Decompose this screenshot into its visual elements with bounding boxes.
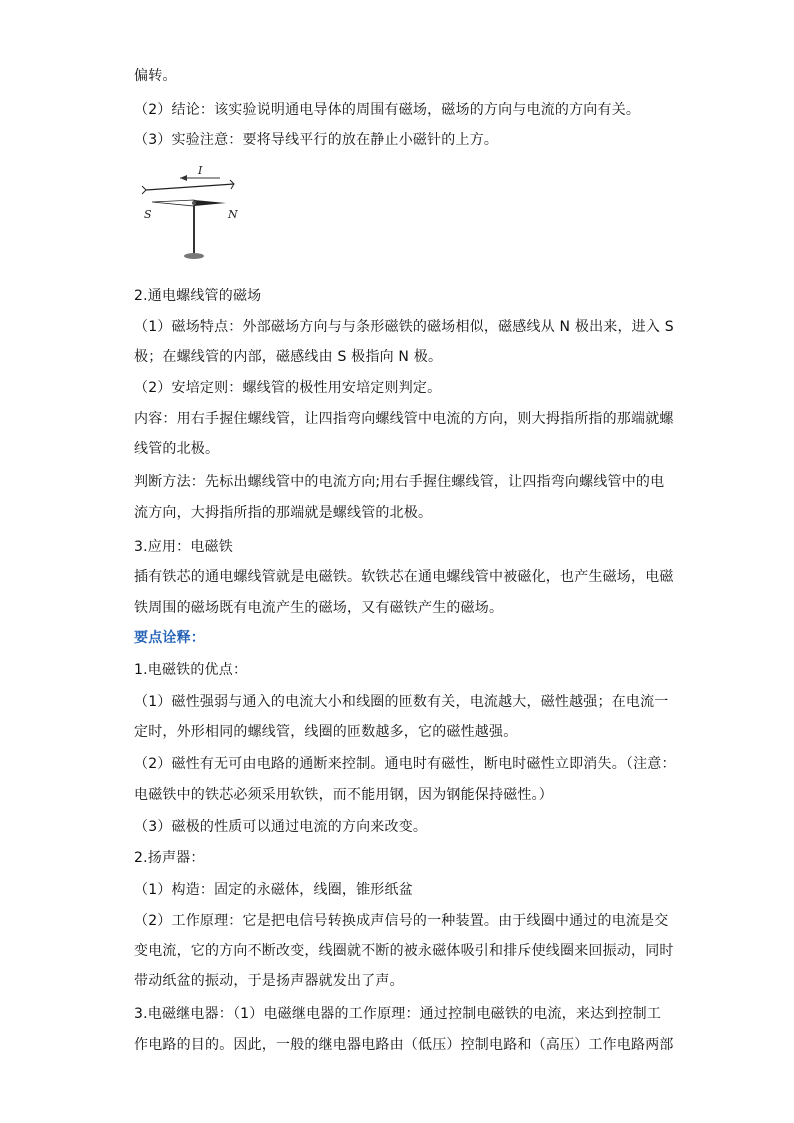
text-line: 极；在螺线管的内部，磁感线由 S 极指向 N 极。 (134, 349, 443, 365)
text-line: 铁周围的磁场既有电流产生的磁场，又有磁铁产生的磁场。 (134, 600, 504, 616)
needle-pivot (192, 201, 196, 205)
text-line: 3.应用：电磁铁 (134, 539, 233, 555)
compass-needle-figure (138, 166, 266, 266)
text-line: 电磁铁中的铁芯必须采用软铁，而不能用钢，因为钢能保持磁性。） (134, 787, 553, 803)
text-line: 带动纸盆的振动，于是扬声器就发出了声。 (134, 973, 404, 989)
text-line: 2.通电螺线管的磁场 (134, 288, 262, 304)
section-heading: 要点诠释： (134, 630, 205, 646)
needle-south (152, 200, 194, 206)
south-label: S (144, 208, 152, 221)
text-line: 流方向，大拇指所指的那端就是螺线管的北极。 (134, 505, 433, 521)
stand-base (184, 253, 204, 259)
text-line: 判断方法：先标出螺线管中的电流方向;用右手握住螺线管，让四指弯向螺线管中的电 (134, 474, 665, 490)
text-line: 1.电磁铁的优点： (134, 662, 248, 678)
text-line: 作电路的目的。因此，一般的继电器电路由（低压）控制电路和（高压）工作电路两部 (134, 1037, 674, 1053)
text-line: （2）结论：该实验说明通电导体的周围有磁场，磁场的方向与电流的方向有关。 (134, 102, 641, 118)
text-line: 内容：用右手握住螺线管，让四指弯向螺线管中电流的方向，则大拇指所指的那端就螺 (134, 411, 674, 427)
text-line: 偏转。 (134, 68, 177, 84)
wire (146, 184, 234, 190)
text-line: （3）实验注意：要将导线平行的放在静止小磁针的上方。 (134, 132, 499, 148)
current-label: I (198, 166, 203, 177)
text-line: （1）磁场特点：外部磁场方向与与条形磁铁的磁场相似，磁感线从 N 极出来，进入 S (134, 319, 674, 335)
text-line: 插有铁芯的通电螺线管就是电磁铁。软铁芯在通电螺线管中被磁化，也产生磁场，电磁 (134, 569, 674, 585)
wire-end-left (142, 186, 146, 194)
needle-north (194, 200, 226, 206)
text-line: （3）磁极的性质可以通过电流的方向来改变。 (134, 819, 428, 835)
text-line: 3.电磁继电器：（1）电磁继电器的工作原理：通过控制电磁铁的电流，来达到控制工 (134, 1006, 662, 1022)
text-line: 2.扬声器： (134, 850, 205, 866)
text-line: 变电流，它的方向不断改变，线圈就不断的被永磁体吸引和排斥使线圈来回振动，同时 (134, 943, 674, 959)
current-arrow-head (180, 175, 187, 181)
text-line: 定时，外形相同的螺线管，线圈的匝数越多，它的磁性越强。 (134, 724, 518, 740)
text-line: （2）安培定则：螺线管的极性用安培定则判定。 (134, 380, 442, 396)
text-line: （2）磁性有无可由电路的通断来控制。通电时有磁性，断电时磁性立即消失。（注意： (134, 756, 676, 772)
north-label: N (228, 208, 238, 221)
text-line: （1）磁性强弱与通入的电流大小和线圈的匝数有关，电流越大，磁性越强；在电流一 (134, 694, 669, 710)
text-line: （2）工作原理：它是把电信号转换成声信号的一种装置。由于线圈中通过的电流是交 (134, 913, 669, 929)
text-line: 线管的北极。 (134, 441, 220, 457)
text-line: （1）构造：固定的永磁体，线圈，锥形纸盆 (134, 882, 413, 898)
